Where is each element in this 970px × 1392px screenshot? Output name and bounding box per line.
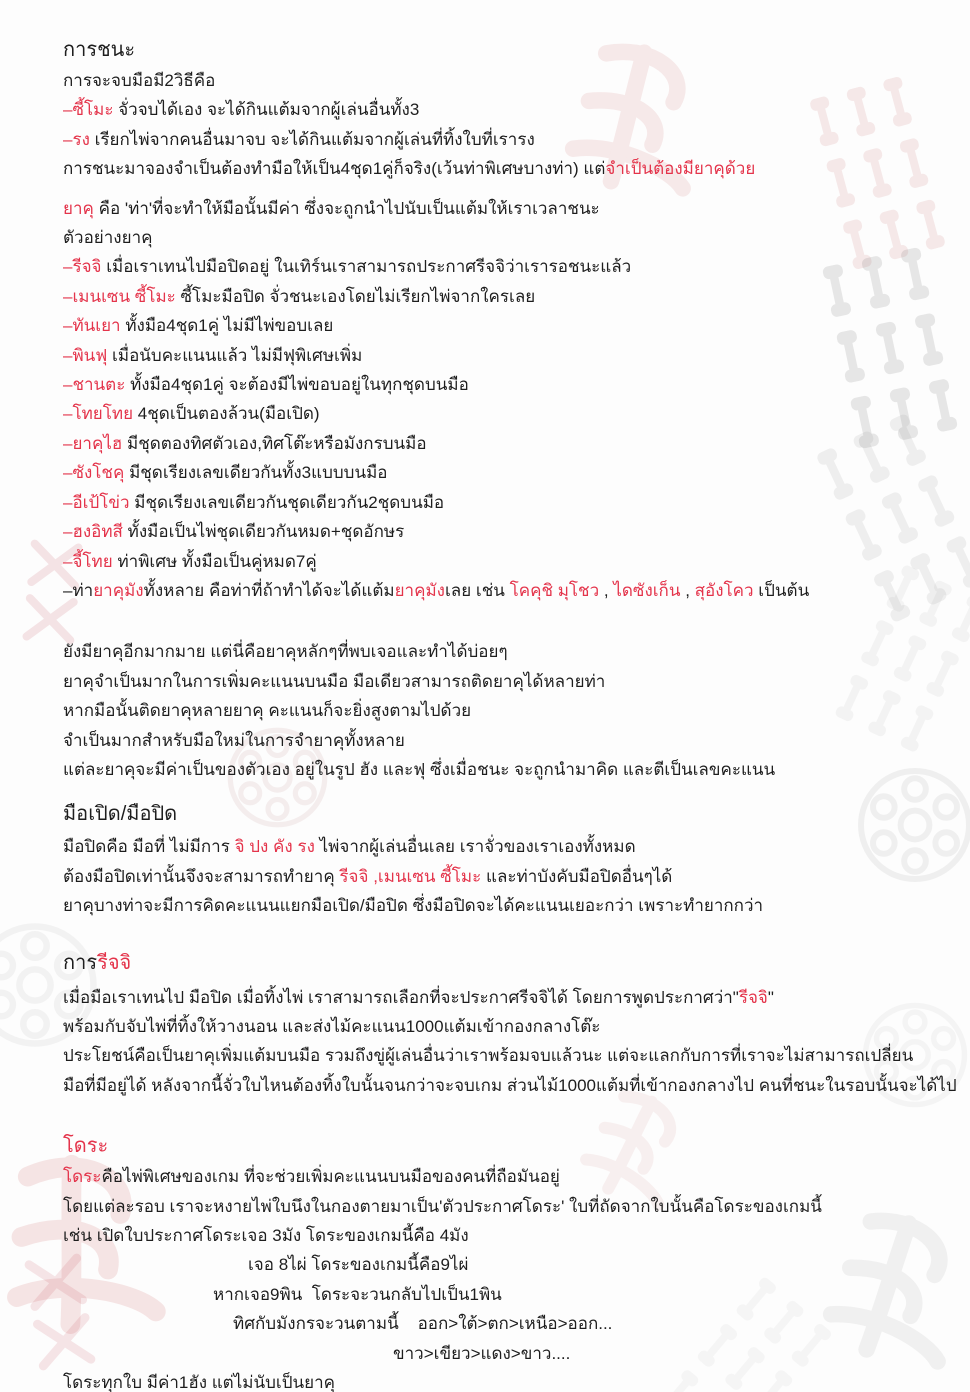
text-segment: ประโยชน์คือเป็นยาคุเพิ่มแต้มบนมือ รวมถึงขู่ผู้เล่นอื่นว่าเราพร้อมจบแล้วนะ แต่จะแลกกับการที่เราจะไม่สามารถเปลี่ยน (63, 1046, 914, 1066)
section-heading (63, 947, 940, 979)
text-line (63, 223, 940, 252)
text-line (63, 458, 940, 487)
text-segment: –ทันเยา (63, 316, 121, 336)
text-segment: ทิศกับมังกรจะวนตามนี้ ออก>ใต้>ตก>เหนือ>ออก... (233, 1314, 613, 1334)
text-segment: คือไพ่พิเศษของเกม ที่จะช่วยเพิ่มคะแนนบนมือของคนที่ถือมันอยู่ (101, 1167, 560, 1187)
text-segment: –ซี้โมะ (63, 100, 114, 120)
text-segment: –โทยโทย (63, 404, 134, 424)
text-segment: การ (63, 951, 98, 974)
text-segment: มีชุดเรียงเลขเดียวกันชุดเดียวกัน2ชุดบนมือ (129, 492, 445, 512)
text-segment: เมื่อมือเราเทนไป มือปิด เมื่อทิ้งไพ่ เราสามารถเลือกที่จะประกาศรีจจิได้ โดยการพูดประกาศว่า" (63, 987, 739, 1007)
text-line (63, 983, 940, 1012)
text-segment: สุอังโคว (694, 580, 754, 600)
text-segment: ยาคุ (63, 198, 94, 218)
text-segment: มีชุดตองทิศตัวเอง,ทิศโต๊ะหรือมังกรบนมือ (122, 433, 427, 453)
text-segment: ทั้งมือ4ชุด1คู่ ไม่มีไพ่ขอบเลย (120, 316, 334, 336)
text-line (63, 125, 940, 154)
text-line (63, 1071, 957, 1100)
text-line (63, 1250, 940, 1279)
text-segment: ขาว>เขียว>แดง>ขาว.... (393, 1343, 571, 1363)
text-segment: จั่วจบได้เอง จะได้กินแต้มจากผู้เล่นอื่นทั้ง3 (113, 100, 420, 120)
text-segment: โดระทุกใบ มีค่า1ฮัง แต่ไม่นับเป็นยาคุ (63, 1373, 335, 1392)
text-segment: , (680, 580, 695, 600)
text-segment: –ซังโชคุ (63, 463, 125, 483)
text-segment: และท่าบังคับมือปิดอื่นๆได้ (481, 866, 673, 886)
text-segment: ยาคุบางท่าจะมีการคิดคะแนนแยกมือเปิด/มือปิด ซึ่งมือปิดจะได้คะแนนเยอะกว่า เพราะทำยากกว่า (63, 896, 764, 916)
text-segment: ทั้งมือเป็นไพ่ชุดเดียวกันหมด+ชุดอักษร (122, 522, 405, 542)
text-segment: การชนะมาจองจำเป็นต้องทำมือให้เป็น4ชุด1คู่ก็จริง(เว้นท่าพิเศษบางท่า) แต่ (63, 159, 606, 179)
document-body (63, 34, 957, 1392)
text-segment: –ยาคุไฮ (63, 433, 123, 453)
text-line (63, 832, 940, 861)
text-line (63, 66, 940, 95)
text-line (63, 576, 940, 605)
text-line (63, 1368, 940, 1392)
text-segment: –รีจจิ (63, 257, 102, 277)
text-line (63, 1221, 940, 1250)
text-segment: มือที่มีอยู่ได้ หลังจากนี้จั่วใบไหนต้องทิ้งใบนั้นจนกว่าจะจบเกม ส่วนไม้1000แต้มที่เข้ากองกลางไป คนที่ชนะในรอบนั้นจะได้ไป (63, 1075, 957, 1095)
text-segment: –ฮงอิทสี (63, 522, 123, 542)
text-segment: เรียกไพ่จากคนอื่นมาจบ จะได้กินแต้มจากผู้เล่นที่ทิ้งใบที่เรารง (89, 129, 535, 149)
text-segment: –จี้โทย (63, 551, 113, 571)
text-segment: มือปิดคือ มือที่ ไม่มีการ (63, 837, 235, 857)
text-segment: –อีเป้โข่ว (63, 492, 130, 512)
text-line (63, 282, 940, 311)
text-line (63, 696, 940, 725)
text-line (63, 891, 940, 920)
text-segment: การชนะ (63, 39, 136, 61)
text-segment: โดระ (63, 1135, 109, 1158)
text-line (63, 862, 940, 891)
text-segment: –รง (63, 129, 90, 149)
text-line (63, 1339, 940, 1368)
text-segment: โดระ (63, 1167, 102, 1187)
text-line (63, 370, 940, 399)
text-segment: มือเปิด/มือปิด (63, 803, 178, 826)
text-segment: ต้องมือปิดเท่านั้นจึงจะสามารถทำยาคุ (63, 866, 340, 886)
section-riichi (63, 947, 957, 1101)
text-segment: รีจจิ (738, 987, 768, 1007)
text-segment: –พินฟุ (63, 345, 108, 365)
text-segment: –เมนเซน ซี้โมะ (63, 286, 176, 306)
text-segment: พร้อมกับจับไพ่ที่ทิ้งให้วางนอน และส่งไม้คะแนน1000แต้มเข้ากองกลางโต๊ะ (63, 1016, 601, 1036)
text-segment: –ท่า (63, 580, 94, 600)
text-segment: " (767, 987, 774, 1007)
text-line (63, 517, 940, 546)
text-line (63, 1192, 940, 1221)
text-segment: ยาคุมัง (394, 580, 445, 600)
text-segment: ตัวอย่างยาคุ (63, 228, 153, 248)
text-segment: หากเจอ9พิน โดระจะวนกลับไปเป็น1พิน (213, 1284, 502, 1304)
text-segment: ทั้งหลาย คือท่าที่ถ้าทำได้จะได้แต้ม (143, 580, 395, 600)
text-segment: คือ 'ท่า'ที่จะทำให้มือนั้นมีค่า ซึ่งจะถูกนำไปนับเป็นแต้มให้เราเวลาชนะ (93, 198, 600, 218)
text-line (63, 488, 940, 517)
text-segment: เป็นต้น (753, 580, 810, 600)
text-segment: จิ ปง คัง รง (234, 837, 315, 857)
text-segment: ท่าพิเศษ ทั้งมือเป็นคู่หมด7คู่ (112, 551, 317, 571)
text-line (63, 194, 940, 223)
text-line (63, 726, 940, 755)
text-segment: ยาคุมัง (93, 580, 144, 600)
text-segment: แต่ละยาคุจะมีค่าเป็นของตัวเอง อยู่ในรูป ฮัง และฟุ ซึ่งเมื่อชนะ จะถูกนำมาคิด และตีเป็นเลขคะแนน (63, 759, 776, 779)
text-segment: เจอ 8ไผ่ โดระของเกมนี้คือ9ไผ่ (248, 1255, 469, 1275)
text-line (63, 429, 940, 458)
section-heading (63, 34, 940, 66)
text-segment: –ชานตะ (63, 375, 126, 395)
text-segment: เช่น เปิดใบประกาศโดระเจอ 3มัง โดระของเกมนี้คือ 4มัง (63, 1226, 469, 1245)
text-segment: โคคุชิ มุโชว (509, 580, 600, 600)
text-line (63, 311, 940, 340)
text-line (63, 755, 940, 784)
section-open-closed (63, 798, 940, 920)
text-segment: ซี้โมะมือปิด จั่วชนะเองโดยไม่เรียกไพ่จากใครเลย (175, 286, 536, 306)
text-line (63, 252, 940, 281)
section-heading (63, 1130, 940, 1162)
text-segment: เมื่อนับคะแนนแล้ว ไม่มีฟุพิเศษเพิ่ม (107, 345, 363, 365)
text-segment: จำเป็นต้องมียาคุด้วย (605, 159, 756, 179)
text-segment: ยังมียาคุอีกมากมาย แต่นี่คือยาคุหลักๆที่พบเจอและทำได้บ่อยๆ (63, 642, 508, 662)
section-yaku (63, 194, 940, 606)
text-segment: เมื่อเราเทนไปมือปิดอยู่ ในเทิร์นเราสามารถประกาศรีจจิว่าเรารอชนะแล้ว (101, 257, 632, 277)
text-line (63, 667, 940, 696)
text-segment: จำเป็นมากสำหรับมือใหม่ในการจำยาคุทั้งหลาย (63, 730, 405, 750)
text-line (63, 341, 940, 370)
text-line (63, 1012, 940, 1041)
text-segment: โดยแต่ละรอบ เราจะหงายไพ่ใบนึงในกองตายมาเป็น'ตัวประกาศโดระ' ใบที่ถัดจากใบนั้นคือโดระของเกมนี้ (63, 1196, 822, 1216)
text-line (63, 95, 940, 124)
text-segment: การจะจบมือมี2วิธีคือ (63, 71, 216, 90)
text-line (63, 1309, 940, 1338)
text-segment: มีชุดเรียงเลขเดียวกันทั้ง3แบบบนมือ (124, 463, 388, 483)
section-dora (63, 1130, 940, 1392)
text-segment: ไดซังเก็น (613, 580, 681, 600)
section-winning (63, 34, 940, 184)
text-segment: เลย เช่น (444, 580, 510, 600)
text-line (63, 154, 940, 183)
text-segment: รีจจิ ,เมนเซน ซี้โมะ (339, 866, 482, 886)
text-line (63, 1280, 940, 1309)
text-line (63, 1041, 940, 1070)
text-segment: ยาคุจำเป็นมากในการเพิ่มคะแนนบนมือ มือเดียวสามารถติดยาคุได้หลายท่า (63, 671, 606, 691)
text-segment: 4ชุดเป็นตองล้วน(มือเปิด) (133, 404, 320, 424)
section-yaku-notes (63, 637, 940, 784)
text-segment: ทั้งมือ4ชุด1คู่ จะต้องมีไพ่ขอบอยู่ในทุกชุดบนมือ (125, 375, 469, 395)
text-line (63, 1162, 940, 1191)
text-line (63, 637, 940, 666)
text-segment: หากมือนั้นติดยาคุหลายยาคุ คะแนนก็จะยิ่งสูงตามไปด้วย (63, 701, 472, 721)
text-line (63, 399, 940, 428)
text-line (63, 547, 940, 576)
text-segment: , (599, 580, 614, 600)
text-segment: รีจจิ (97, 951, 132, 974)
section-heading (63, 798, 940, 830)
text-segment: ไพ่จากผู้เล่นอื่นเลย เราจั่วของเราเองทั้งหมด (314, 837, 636, 857)
